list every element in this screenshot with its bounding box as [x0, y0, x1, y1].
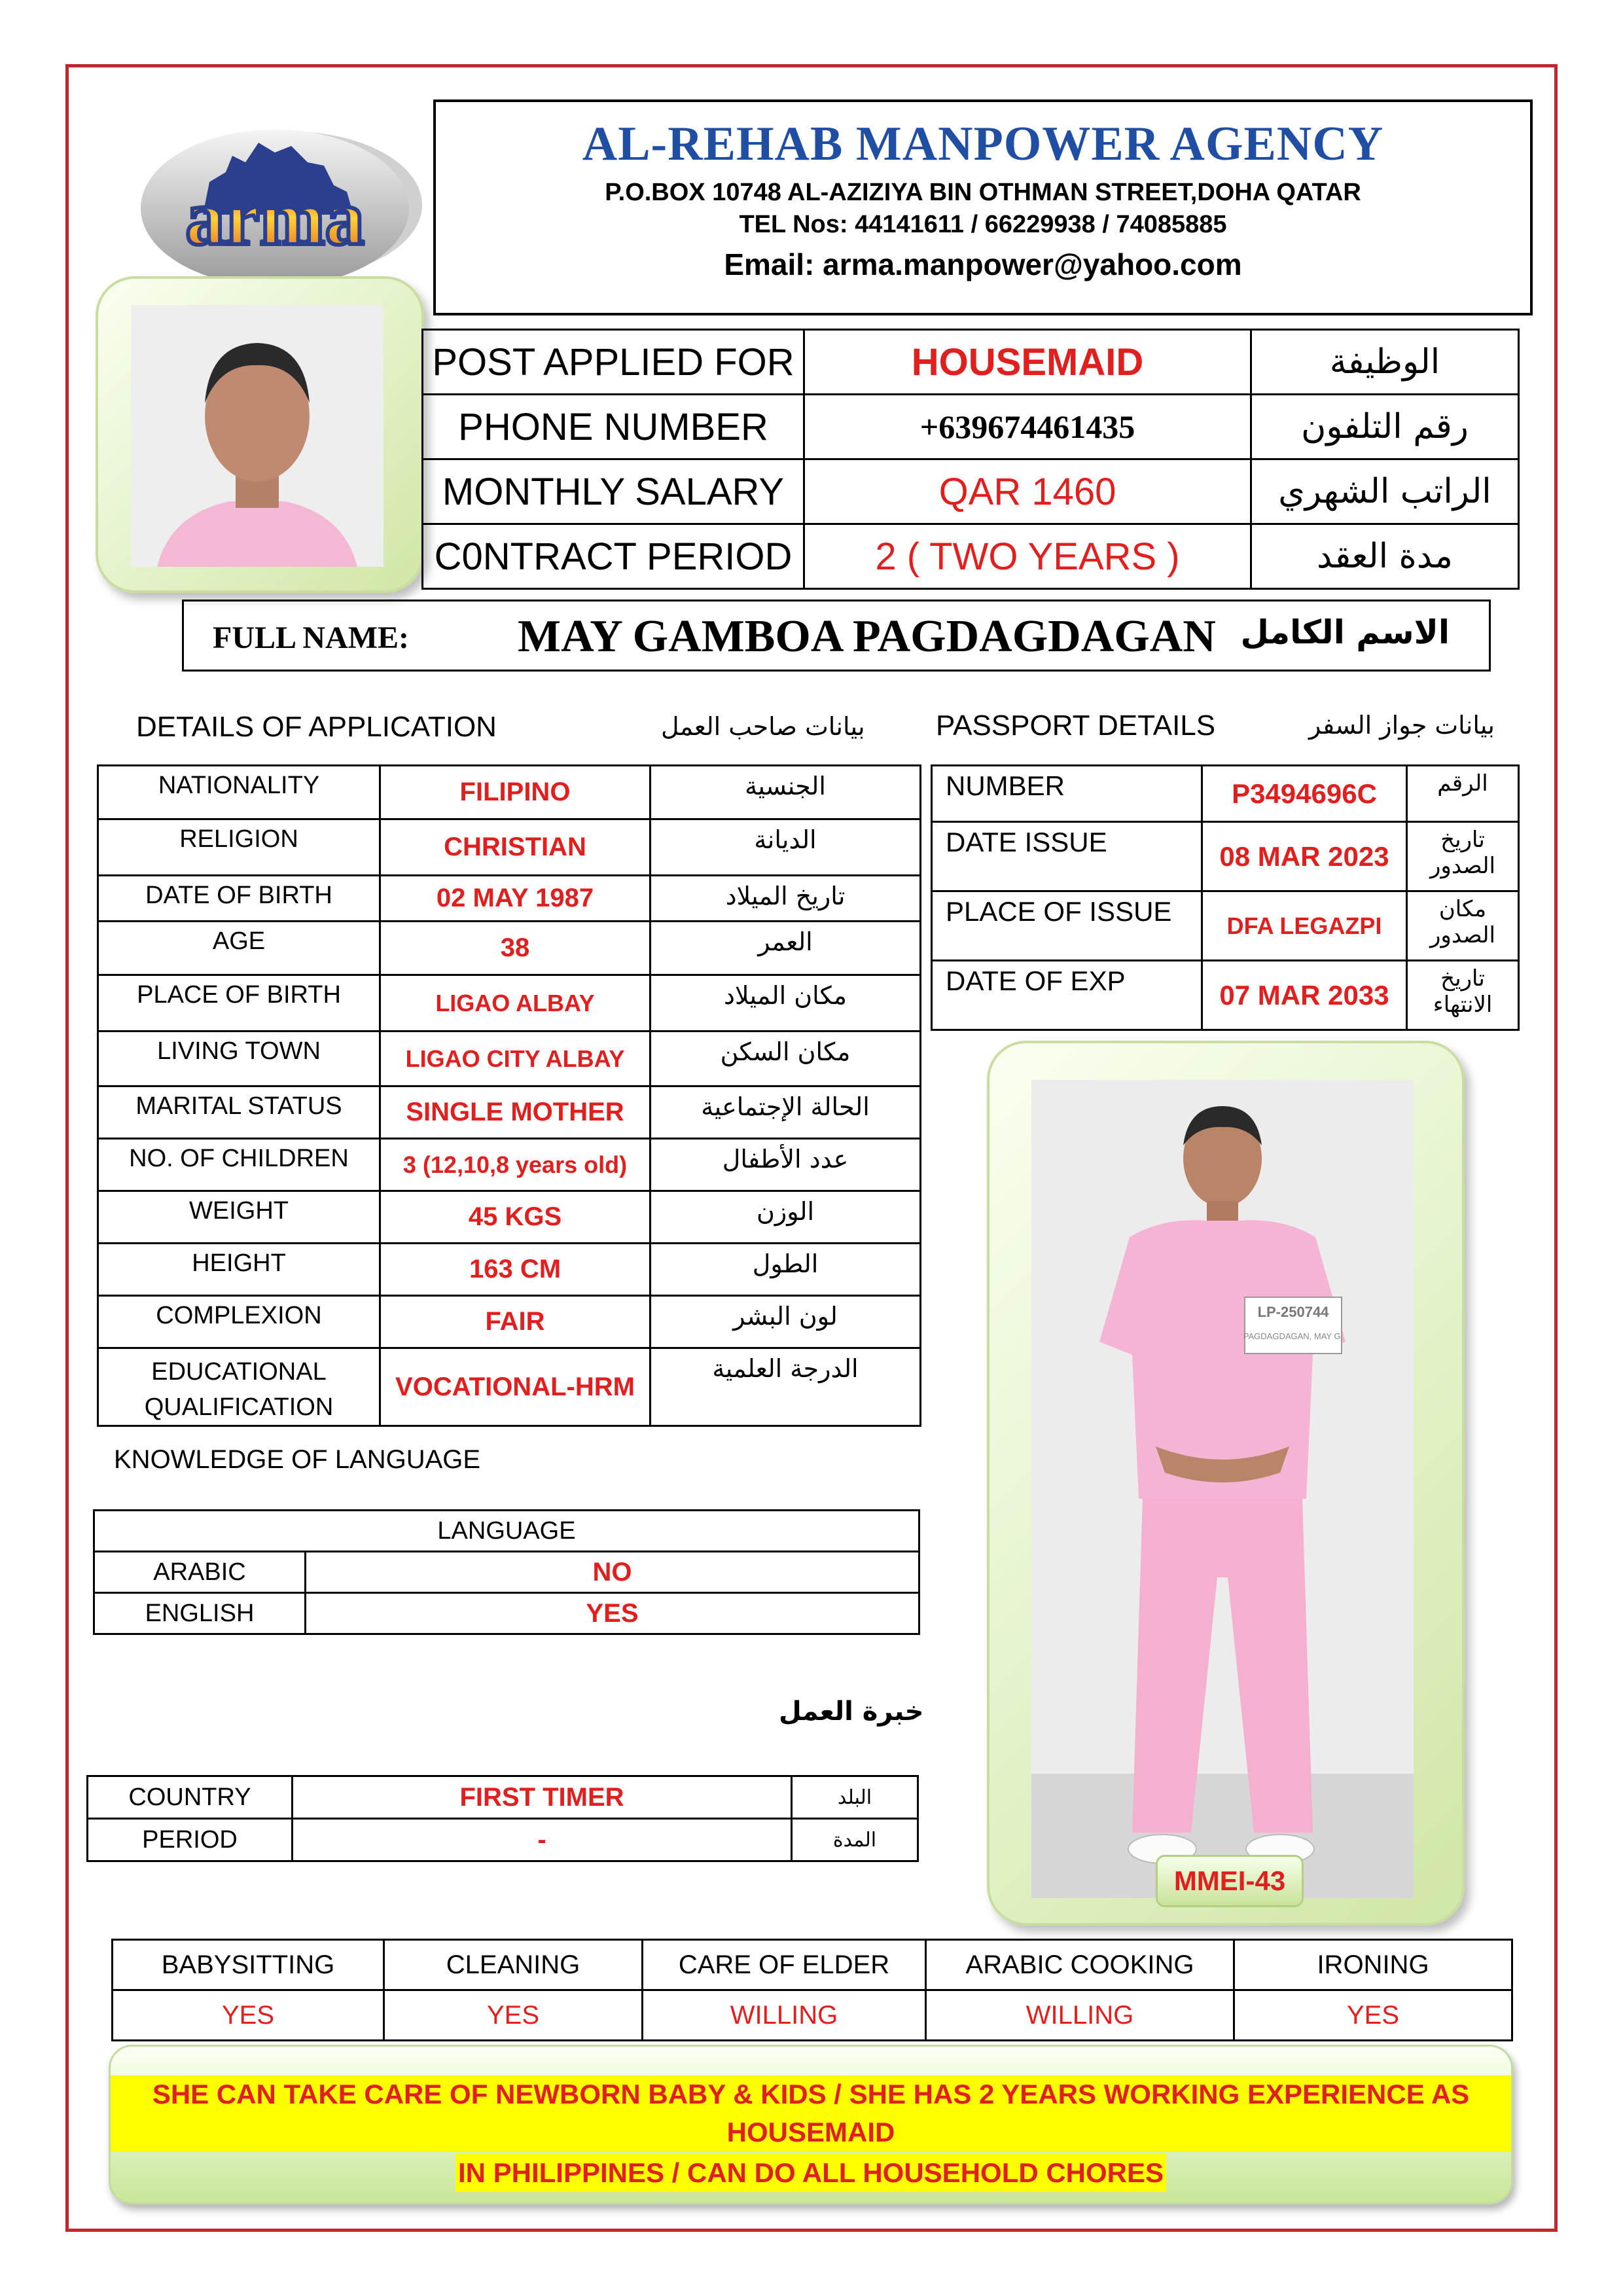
detail-arabic: مكان السكن: [651, 1031, 921, 1086]
details-heading: DETAILS OF APPLICATION: [136, 711, 497, 743]
table-row: [98, 1296, 921, 1348]
table-row: [98, 1086, 921, 1139]
passport-label: NUMBER: [932, 766, 1202, 822]
table-row: [932, 961, 1519, 1030]
skill-value: YES: [113, 1990, 384, 2041]
detail-value: CHRISTIAN: [380, 819, 651, 876]
remarks-line-1: SHE CAN TAKE CARE OF NEWBORN BABY & KIDS / SHE HAS 2 YEARS WORKING EXPERIENCE AS HOUSEMAID: [111, 2075, 1511, 2151]
badge-name: PAGDAGDAGAN, MAY G.: [1243, 1331, 1344, 1341]
portrait-photo: [131, 305, 383, 567]
passport-value: 08 MAR 2023: [1202, 822, 1407, 891]
experience-arabic: المدة: [792, 1819, 918, 1861]
experience-heading-arabic: خبرة العمل: [779, 1696, 924, 1727]
contract-value: 2 ( TWO YEARS ): [804, 524, 1251, 589]
table-row: [98, 819, 921, 876]
detail-arabic: الوزن: [651, 1191, 921, 1244]
passport-value: DFA LEGAZPI: [1202, 891, 1407, 961]
experience-value: FIRST TIMER: [293, 1776, 792, 1819]
contract-arabic: مدة العقد: [1251, 524, 1519, 589]
table-row: [98, 876, 921, 922]
phone-arabic: رقم التلفون: [1251, 395, 1519, 459]
detail-label: RELIGION: [98, 819, 380, 876]
detail-value: 45 KGS: [380, 1191, 651, 1244]
passport-table: [931, 764, 1520, 1031]
passport-label: PLACE OF ISSUE: [932, 891, 1202, 961]
agency-header: [433, 99, 1533, 315]
skills-table: [111, 1939, 1513, 2041]
post-label: POST APPLIED FOR: [423, 330, 804, 395]
experience-table: [86, 1775, 919, 1862]
language-value: NO: [306, 1552, 919, 1593]
agency-phone: TEL Nos: 44141611 / 66229938 / 74085885: [739, 211, 1227, 238]
table-row: [94, 1511, 919, 1552]
table-row: [98, 922, 921, 975]
detail-label: NO. OF CHILDREN: [98, 1139, 380, 1191]
post-value: HOUSEMAID: [804, 330, 1251, 395]
skill-label: BABYSITTING: [113, 1940, 384, 1990]
detail-label: NATIONALITY: [98, 766, 380, 819]
candidate-code: MMEI-43: [1156, 1855, 1304, 1907]
passport-label: DATE OF EXP: [932, 961, 1202, 1030]
passport-arabic: تاريخ الانتهاء: [1407, 961, 1519, 1030]
detail-arabic: لون البشر: [651, 1296, 921, 1348]
phone-label: PHONE NUMBER: [423, 395, 804, 459]
detail-label: LIVING TOWN: [98, 1031, 380, 1086]
detail-value: FAIR: [380, 1296, 651, 1348]
detail-value: 163 CM: [380, 1244, 651, 1296]
table-row: [932, 766, 1519, 822]
full-name-arabic: الاسم الكامل: [1240, 613, 1450, 651]
detail-label: PLACE OF BIRTH: [98, 975, 380, 1031]
detail-value: LIGAO ALBAY: [380, 975, 651, 1031]
table-row: [98, 1139, 921, 1191]
table-row: [98, 1191, 921, 1244]
table-row: [932, 891, 1519, 961]
detail-arabic: الحالة الإجتماعية: [651, 1086, 921, 1139]
passport-arabic: مكان الصدور: [1407, 891, 1519, 961]
skill-label: CARE OF ELDER: [643, 1940, 926, 1990]
detail-label: EDUCATIONAL QUALIFICATION: [98, 1348, 380, 1426]
detail-arabic: تاريخ الميلاد: [651, 876, 921, 922]
post-arabic: الوظيفة: [1251, 330, 1519, 395]
table-row: [98, 1031, 921, 1086]
full-name-box: [182, 600, 1491, 672]
table-row: [88, 1776, 918, 1819]
skill-value: YES: [1234, 1990, 1512, 2041]
skill-value: WILLING: [926, 1990, 1234, 2041]
passport-heading: PASSPORT DETAILS: [936, 709, 1216, 742]
experience-arabic: البلد: [792, 1776, 918, 1819]
language-heading: KNOWLEDGE OF LANGUAGE: [114, 1445, 481, 1474]
remarks-line-2: IN PHILIPPINES / CAN DO ALL HOUSEHOLD CHORES: [455, 2154, 1166, 2192]
passport-arabic: الرقم: [1407, 766, 1519, 822]
language-table: [93, 1509, 920, 1635]
table-row: [94, 1552, 919, 1593]
logo-text: arma: [185, 174, 365, 261]
table-row: [113, 1990, 1512, 2041]
detail-arabic: الدرجة العلمية: [651, 1348, 921, 1426]
detail-label: WEIGHT: [98, 1191, 380, 1244]
table-row: [94, 1593, 919, 1634]
experience-label: PERIOD: [88, 1819, 293, 1861]
agency-logo: [118, 117, 425, 293]
table-row: [423, 459, 1519, 524]
skill-value: YES: [384, 1990, 643, 2041]
detail-value: 02 MAY 1987: [380, 876, 651, 922]
remarks-box: [109, 2045, 1513, 2204]
experience-value: -: [293, 1819, 792, 1861]
table-row: [932, 822, 1519, 891]
skill-value: WILLING: [643, 1990, 926, 2041]
salary-label: MONTHLY SALARY: [423, 459, 804, 524]
agency-address: P.O.BOX 10748 AL-AZIZIYA BIN OTHMAN STREET,DOHA QATAR: [605, 179, 1361, 206]
detail-value: SINGLE MOTHER: [380, 1086, 651, 1139]
passport-heading-arabic: بيانات جواز السفر: [1309, 711, 1495, 740]
skill-label: IRONING: [1234, 1940, 1512, 1990]
language-label: ARABIC: [94, 1552, 306, 1593]
details-heading-arabic: بيانات صاحب العمل: [661, 712, 865, 741]
table-row: [423, 330, 1519, 395]
salary-value: QAR 1460: [804, 459, 1251, 524]
portrait-photo-frame: [96, 276, 424, 593]
table-row: [98, 1348, 921, 1426]
agency-email: Email: arma.manpower@yahoo.com: [724, 247, 1242, 281]
details-table: [97, 764, 921, 1427]
badge-id: LP-250744: [1257, 1304, 1329, 1320]
detail-label: COMPLEXION: [98, 1296, 380, 1348]
language-header: LANGUAGE: [94, 1511, 919, 1552]
passport-value: 07 MAR 2033: [1202, 961, 1407, 1030]
table-row: [88, 1819, 918, 1861]
passport-arabic: تاريخ الصدور: [1407, 822, 1519, 891]
phone-value: +639674461435: [804, 395, 1251, 459]
detail-label: DATE OF BIRTH: [98, 876, 380, 922]
skill-label: CLEANING: [384, 1940, 643, 1990]
table-row: [98, 1244, 921, 1296]
language-value: YES: [306, 1593, 919, 1634]
detail-value: VOCATIONAL-HRM: [380, 1348, 651, 1426]
agency-name: AL-REHAB MANPOWER AGENCY: [582, 117, 1384, 171]
detail-value: 38: [380, 922, 651, 975]
table-row: [423, 524, 1519, 589]
detail-label: MARITAL STATUS: [98, 1086, 380, 1139]
detail-value: 3 (12,10,8 years old): [380, 1139, 651, 1191]
language-label: ENGLISH: [94, 1593, 306, 1634]
full-name-label: FULL NAME:: [213, 620, 409, 655]
detail-value: FILIPINO: [380, 766, 651, 819]
passport-label: DATE ISSUE: [932, 822, 1202, 891]
experience-label: COUNTRY: [88, 1776, 293, 1819]
full-name-value: MAY GAMBOA PAGDAGDAGAN: [518, 611, 1216, 662]
detail-label: HEIGHT: [98, 1244, 380, 1296]
detail-arabic: العمر: [651, 922, 921, 975]
detail-arabic: الجنسية: [651, 766, 921, 819]
detail-label: AGE: [98, 922, 380, 975]
contract-label: C0NTRACT PERIOD: [423, 524, 804, 589]
salary-arabic: الراتب الشهري: [1251, 459, 1519, 524]
full-body-photo: [1031, 1080, 1414, 1898]
detail-arabic: عدد الأطفال: [651, 1139, 921, 1191]
detail-value: LIGAO CITY ALBAY: [380, 1031, 651, 1086]
full-body-photo-frame: [987, 1041, 1465, 1926]
detail-arabic: مكان الميلاد: [651, 975, 921, 1031]
detail-arabic: الطول: [651, 1244, 921, 1296]
detail-arabic: الديانة: [651, 819, 921, 876]
table-row: [98, 766, 921, 819]
table-row: [98, 975, 921, 1031]
position-table: [421, 329, 1520, 590]
passport-value: P3494696C: [1202, 766, 1407, 822]
skill-label: ARABIC COOKING: [926, 1940, 1234, 1990]
table-row: [423, 395, 1519, 459]
table-row: [113, 1940, 1512, 1990]
